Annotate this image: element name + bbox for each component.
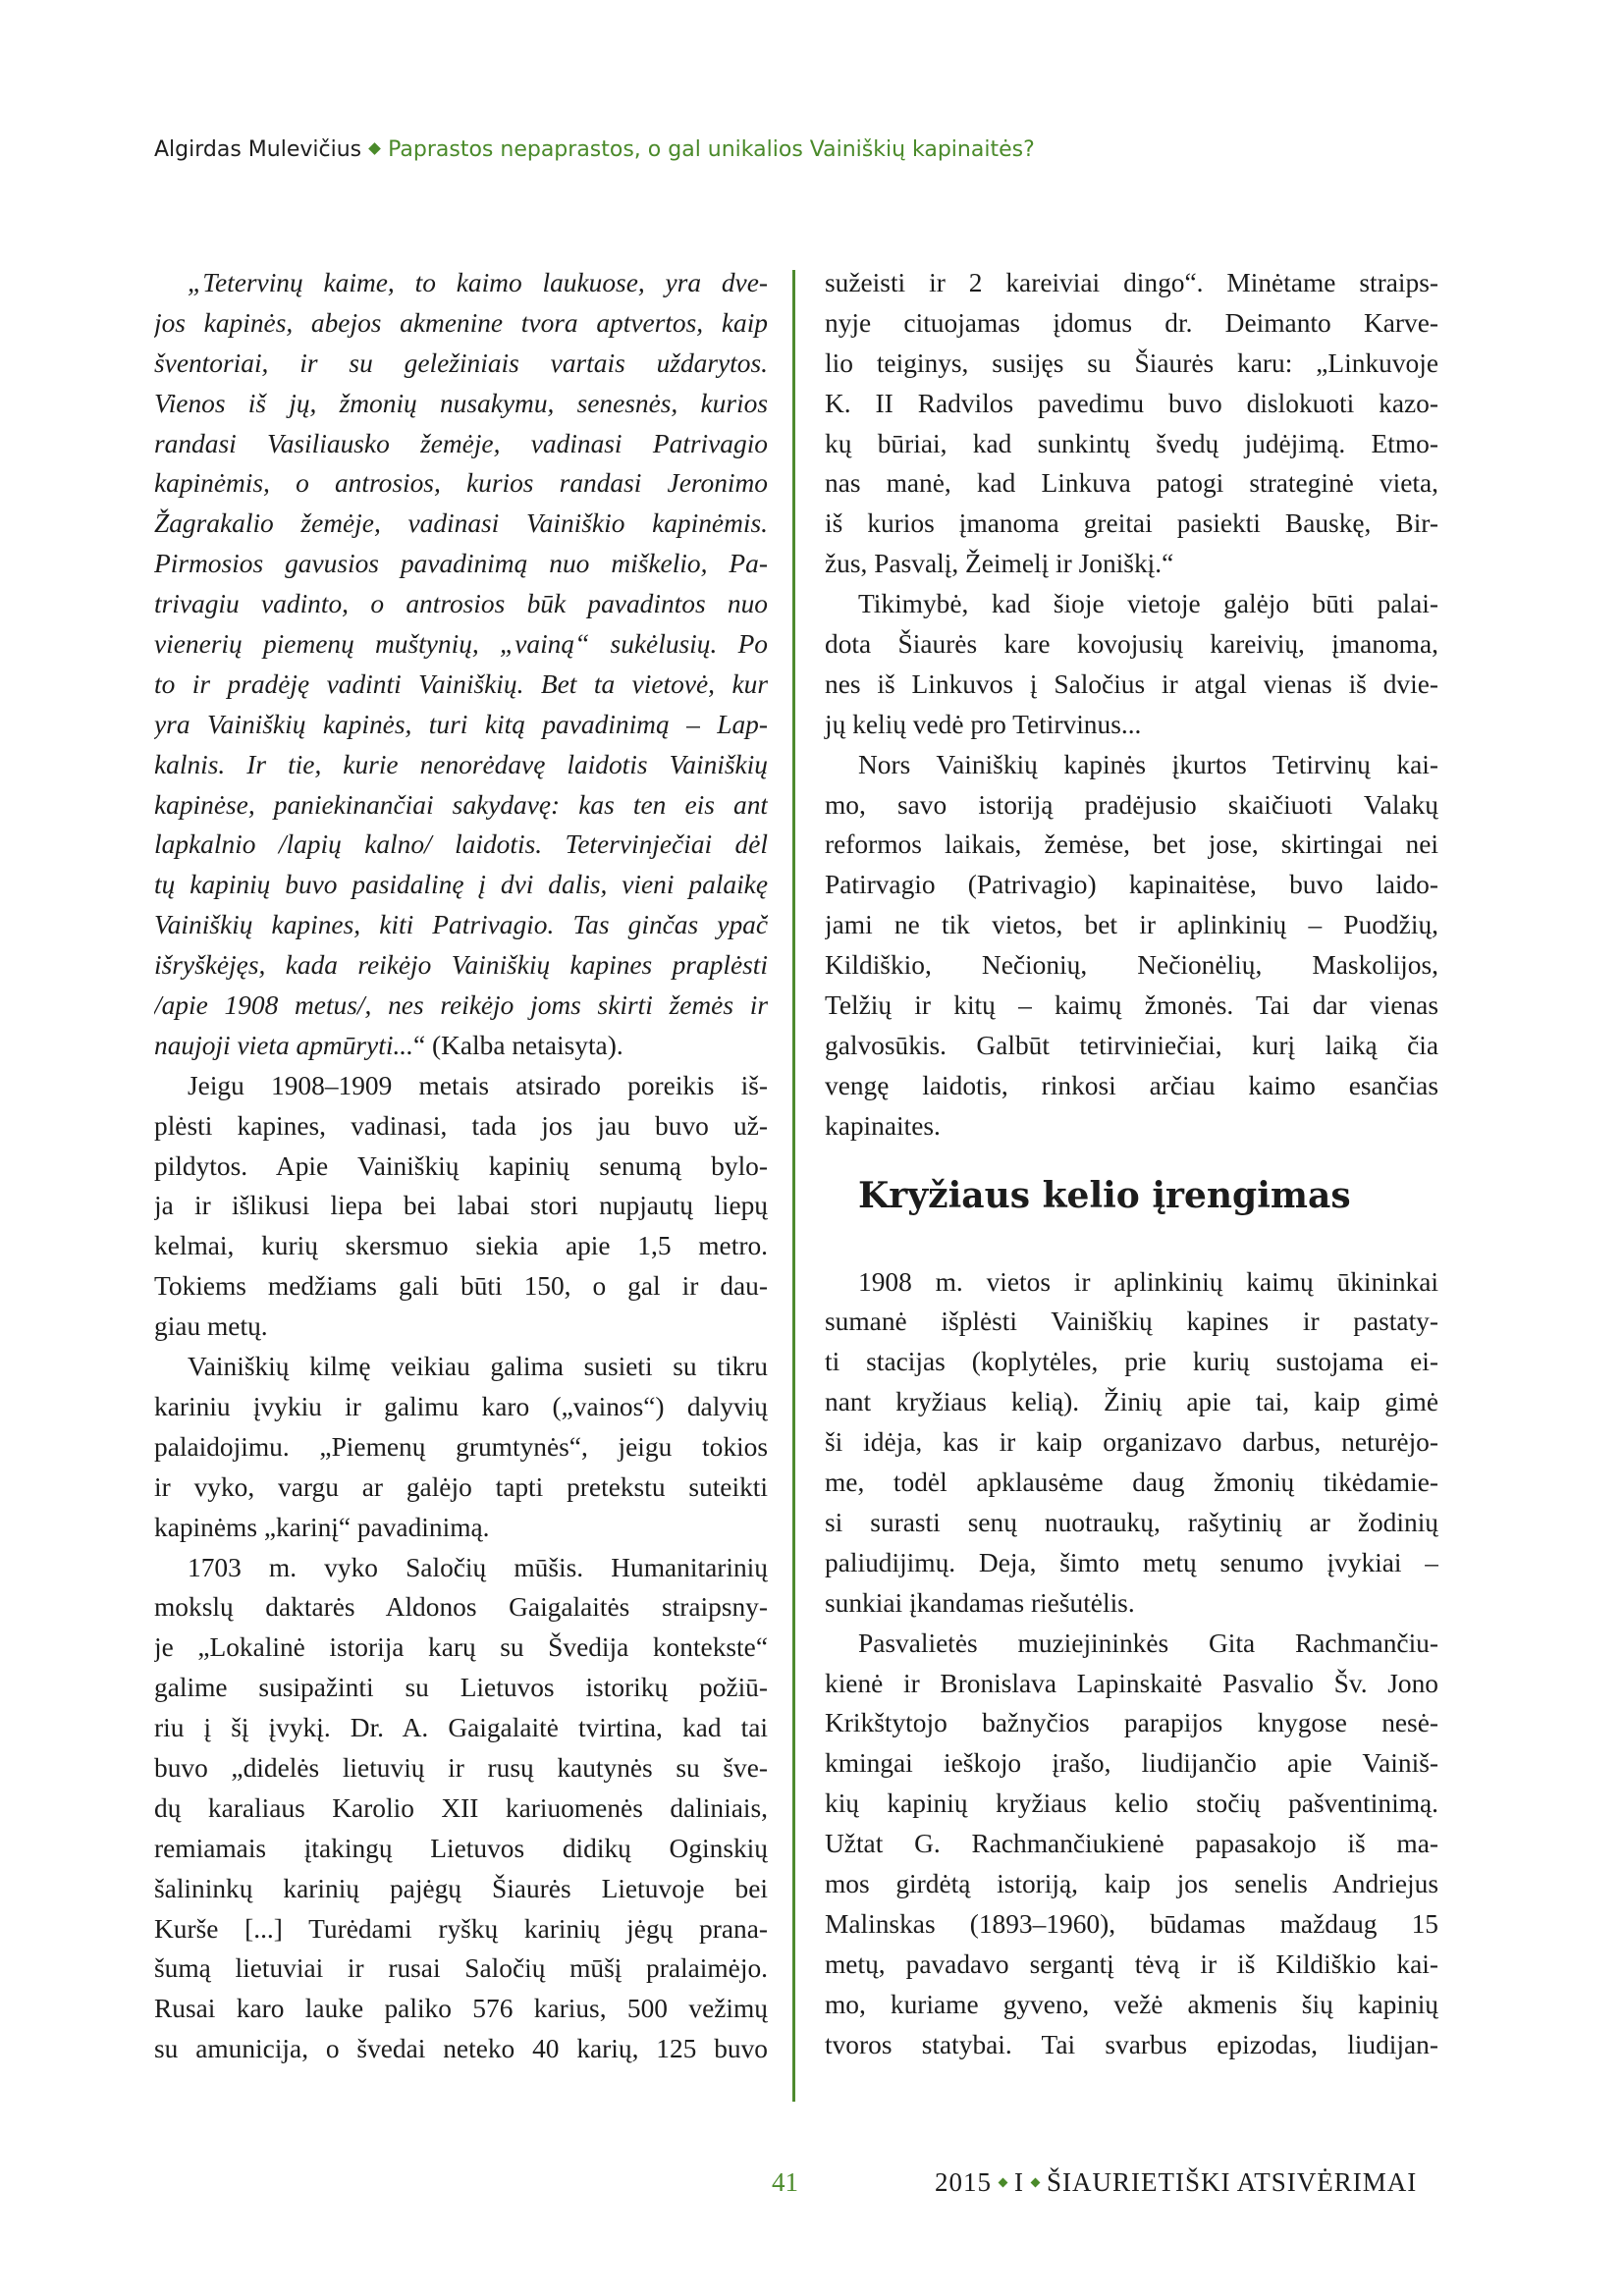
text-line: dota Šiaurės kare kovojusių kareivių, įmanoma, [825, 629, 1438, 660]
page-number: 41 [772, 2167, 798, 2197]
text-line: vienerių piemenų muštynių, „vainą“ sukėlusių. Po [154, 629, 768, 660]
text-line: pildytos. Apie Vainiškių kapinių senumą bylo- [154, 1150, 768, 1181]
text-line: to ir pradėję vadinti Vainiškių. Bet ta vietovė, kur [154, 668, 768, 699]
section-heading: Kryžiaus kelio įrengimas [858, 1174, 1351, 1216]
text-line: žus, Pasvalį, Žeimelį ir Joniškį.“ [825, 549, 1174, 579]
running-header [154, 137, 1035, 162]
text-line: kų būriai, kad sunkintų švedų judėjimą. Etmo- [825, 428, 1438, 458]
text-line: plėsti kapines, vadinasi, tada jos jau buvo už- [154, 1110, 768, 1141]
text-line: šventoriai, ir su geležiniais vartais uždarytos. [154, 347, 768, 378]
text-fragment: “ (Kalba netaisyta). [412, 1030, 623, 1060]
text-line: Tikimybė, kad šioje vietoje galėjo būti palai- [858, 589, 1438, 619]
text-line: vengę laidotis, rinkosi arčiau kaimo esančias [825, 1070, 1438, 1100]
right-column-body-top [825, 263, 1438, 1147]
text-line: mos girdėtą istoriją, kaip jos senelis Andriejus [825, 1868, 1438, 1898]
text-line: lapkalnio /lapių kalno/ laidotis. Tetervinječiai dėl [154, 829, 768, 860]
diamond-icon [999, 2178, 1008, 2188]
text-line: palaidojimu. „Piemenų grumtynės“, jeigu tokios [154, 1431, 768, 1462]
text-line: kalnis. Ir tie, kurie nenorėdavę laidotis Vainiškių [154, 749, 768, 779]
text-line: mo, savo istoriją pradėjusio skaičiuoti Valakų [825, 789, 1438, 820]
text-line: kapinėmis, o antrosios, kurios randasi Jeronimo [154, 468, 768, 499]
text-line: Užtat G. Rachmančiukienė papasakojo iš ma- [825, 1829, 1438, 1859]
text-line: galvosūkis. Galbūt tetirviniečiai, kurį laiką čia [825, 1030, 1438, 1060]
text-line: Kurše [...] Turėdami ryškų karinių jėgų prana- [154, 1913, 768, 1944]
text-line: yra Vainiškių kapinės, turi kitą pavadinimą – Lap- [154, 709, 768, 739]
text-line: kelmai, kurių skersmuo siekia apie 1,5 metro. [154, 1231, 768, 1261]
text-line: Krikštytojo bažnyčios parapijos knygose nesė- [825, 1708, 1438, 1738]
diamond-icon [368, 142, 381, 155]
text-line: riu į šį įvykį. Dr. A. Gaigalaitė tvirtina, kad tai [154, 1713, 768, 1743]
text-line: trivagiu vadinto, o antrosios būk pavadintos nuo [154, 589, 768, 619]
text-line: sumanė išplėsti Vainiškių kapines ir pastaty- [825, 1307, 1438, 1337]
text-line: jų kelių vedė pro Tetirvinus... [825, 709, 1142, 739]
text-line: K. II Radvilos pavedimu buvo dislokuoti kazo- [825, 388, 1438, 418]
text-line: galime susipažinti su Lietuvos istorikų požiū- [154, 1673, 768, 1703]
text-line: kapinėse, paniekinančiai sakydavę: kas ten eis ant [154, 789, 768, 820]
text-line: sužeisti ir 2 kareiviai dingo“. Minėtame straips- [825, 268, 1438, 297]
text-line: šalininkų karinių pajėgų Šiaurės Lietuvoje bei [154, 1873, 768, 1903]
text-line: su amunicija, o švedai neteko 40 karių, 125 buvo [154, 2034, 768, 2064]
text-line: nyje cituojamas įdomus dr. Deimanto Karve- [825, 307, 1438, 338]
text-line: ja ir išlikusi liepa bei labai stori nupjautų liepų [154, 1191, 768, 1221]
text-line: kapinėms „karinį“ pavadinimą. [154, 1512, 490, 1542]
text-line: kapinaites. [825, 1110, 941, 1141]
text-line: Vainiškių kilmę veikiau galima susieti su tikru [188, 1352, 768, 1382]
text-line: jami ne tik vietos, bet ir aplinkinių – Puodžių, [825, 910, 1438, 940]
text-line: /apie 1908 metus/, nes reikėjo joms skirti žemės ir [154, 990, 768, 1021]
text-line: metų, pavadavo sergantį tėvą ir iš Kildiškio kai- [825, 1949, 1438, 1979]
left-text-column [154, 263, 768, 2069]
text-line: iš kurios įmanoma greitai pasiekti Bauskę, Bir- [825, 508, 1438, 539]
text-line: me, todėl apklausėme daug žmonių tikėdamie- [825, 1468, 1438, 1498]
text-line: „Tetervinų kaime, to kaimo laukuose, yra dve- [188, 268, 768, 297]
text-line: Kildiškio, Nečionių, Nečionėlių, Maskolijos, [825, 950, 1438, 981]
text-line: kienė ir Bronislava Lapinskaitė Pasvalio Šv. Jono [825, 1668, 1438, 1698]
text-line: randasi Vasiliausko žemėje, vadinasi Patrivagio [154, 428, 768, 458]
text-line: tvoros statybai. Tai svarbus epizodas, liudijan- [825, 2029, 1438, 2059]
diamond-icon [1031, 2178, 1041, 2188]
text-line: Pasvalietės muziejininkės Gita Rachmančiu- [858, 1628, 1438, 1658]
text-line: Vainiškių kapines, kiti Patrivagio. Tas ginčas ypač [154, 910, 768, 940]
quote-text: naujoji vieta apmūryti... [154, 1030, 413, 1060]
text-line: paliudijimų. Deja, šimto metų senumo įvykiai – [825, 1547, 1438, 1577]
text-line: šumą lietuviai ir rusai Saločių mūšį pralaimėjo. [154, 1953, 768, 1984]
text-line: dų karaliaus Karolio XII kariuomenės daliniais, [154, 1792, 768, 1823]
text-line: kių kapinių kryžiaus kelio stočių pašventinimą. [825, 1789, 1438, 1819]
text-line: ši idėja, kas ir kaip organizavo darbus, neturėjo- [825, 1427, 1438, 1458]
text-line: Pirmosios gavusios pavadinimą nuo miškelio, Pa- [154, 549, 768, 579]
text-line: remiamais įtakingų Lietuvos didikų Oginskių [154, 1833, 768, 1863]
text-line: Nors Vainiškių kapinės įkurtos Tetirvinų kai- [858, 749, 1438, 779]
column-divider [792, 270, 795, 2102]
text-line: reformos laikais, žemėse, bet jose, skirtingai nei [825, 829, 1438, 860]
text-line: Jeigu 1908–1909 metais atsirado poreikis iš- [188, 1070, 768, 1100]
right-column-body-bottom [825, 1262, 1438, 2065]
text-line [154, 1026, 768, 1066]
text-line: mokslų daktarės Aldonos Gaigalaitės straipsny- [154, 1592, 768, 1623]
header-author: Algirdas Mulevičius [154, 137, 362, 162]
text-line: 1703 m. vyko Saločių mūšis. Humanitarinių [188, 1552, 768, 1582]
text-line: je „Lokalinė istorija karų su Švedija kontekste“ [154, 1632, 768, 1663]
text-line: nes iš Linkuvos į Saločius ir atgal vienas iš dvie- [825, 668, 1438, 699]
text-line: Malinskas (1893–1960), būdamas maždaug 15 [825, 1908, 1438, 1939]
text-line: giau metų. [154, 1311, 268, 1342]
text-line: si surasti senų nuotraukų, rašytinių ar žodinių [825, 1507, 1438, 1537]
text-line: ir vyko, vargu ar galėjo tapti pretekstu suteikti [154, 1471, 768, 1502]
text-line: Vienos iš jų, žmonių nusakymu, senesnės, kurios [154, 388, 768, 418]
footer-issue: I [1014, 2167, 1024, 2197]
text-line: nas manė, kad Linkuva patogi strateginė vieta, [825, 468, 1438, 499]
text-line: kmingai ieškojo įrašo, liudijančio apie Vainiš- [825, 1748, 1438, 1779]
text-line: kariniu įvykiu ir galimu karo („vainos“) dalyvių [154, 1391, 768, 1421]
text-line: sunkiai įkandamas riešutėlis. [825, 1587, 1135, 1618]
text-line: jos kapinės, abejos akmenine tvora aptvertos, kaip [154, 307, 768, 338]
text-line: nant kryžiaus kelią). Žinių apie tai, kaip gimė [825, 1387, 1438, 1417]
right-text-column [825, 263, 1438, 2064]
text-line: Rusai karo lauke paliko 576 karius, 500 vežimų [154, 1994, 768, 2024]
text-line: 1908 m. vietos ir aplinkinių kaimų ūkininkai [858, 1266, 1438, 1297]
text-line: išryškėjęs, kada reikėjo Vainiškių kapines praplėsti [154, 950, 768, 981]
text-line: Telžių ir kitų – kaimų žmonės. Tai dar vienas [825, 990, 1438, 1021]
text-line: tų kapinių buvo pasidalinę į dvi dalis, vieni palaikę [154, 870, 768, 900]
footer-journal-name: ŠIAURIETIŠKI ATSIVĖRIMAI [1047, 2167, 1418, 2197]
text-line: ti stacijas (koplytėles, prie kurių sustojama ei- [825, 1347, 1438, 1377]
text-line: buvo „didelės lietuvių ir rusų kautynės su šve- [154, 1752, 768, 1783]
footer-year: 2015 [935, 2167, 992, 2197]
header-article-title: Paprastos nepaprastos, o gal unikalios Vainiškių kapinaitės? [388, 137, 1035, 162]
journal-footer [935, 2167, 1417, 2198]
text-line: mo, kuriame gyveno, vežė akmenis šių kapinių [825, 1989, 1438, 2019]
text-line: lio teiginys, susijęs su Šiaurės karu: „Linkuvoje [825, 347, 1438, 378]
text-line: Patirvagio (Patrivagio) kapinaitėse, buvo laido- [825, 870, 1438, 900]
text-line: Tokiems medžiams gali būti 150, o gal ir dau- [154, 1271, 768, 1302]
text-line: Žagrakalio žemėje, vadinasi Vainiškio kapinėmis. [154, 508, 768, 539]
